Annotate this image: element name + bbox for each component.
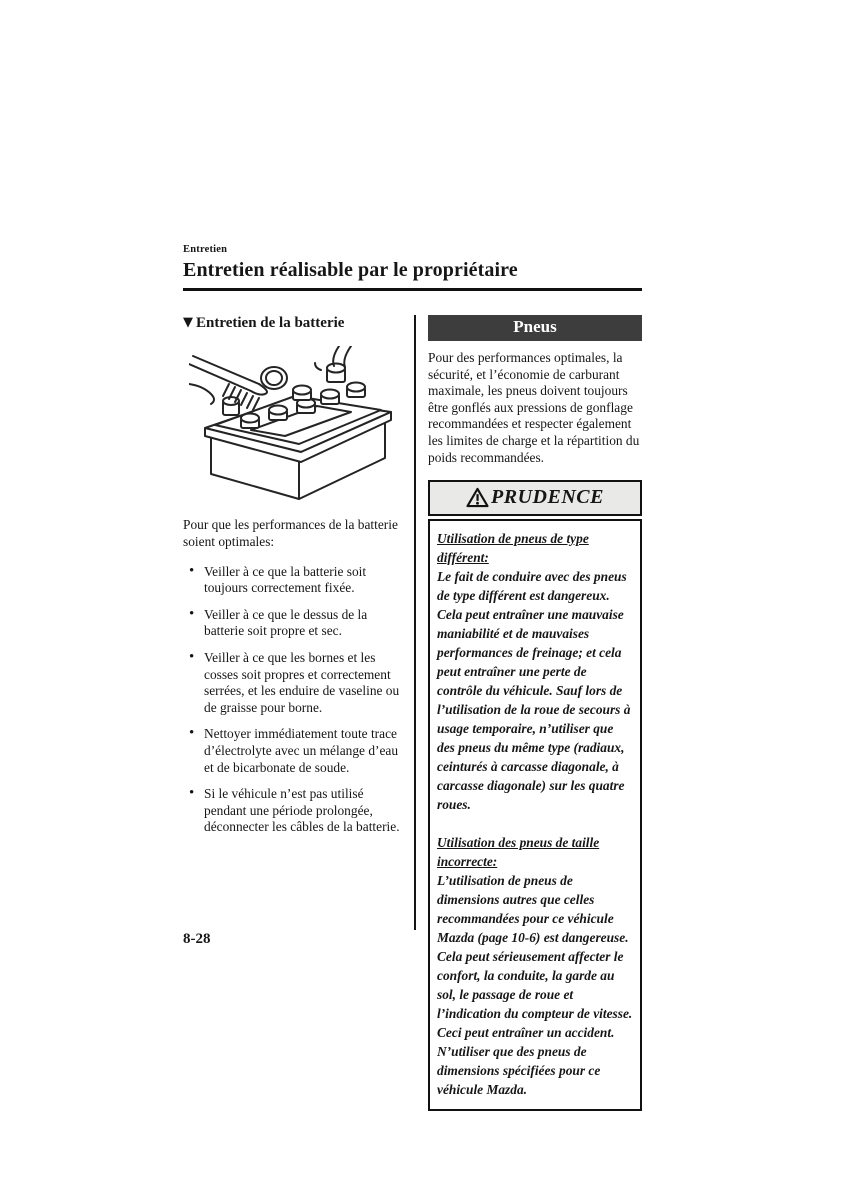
caution-section-body: L’utilisation de pneus de dimensions autres que celles recommandées pour ce véhicule Mazda (page 10-6) est dangereuse. Cela peut sérieusement affecter le confort, la conduite, la garde au sol, le passage de roue et l’indication du compteur de vitesse. Ceci peut entraîner un accident. N’utiliser que des pneus de dimensions spécifiées pour ce véhicule Mazda. [437, 872, 633, 1097]
caution-header [428, 480, 642, 516]
battery-section-title: Entretien de la batterie [196, 315, 345, 331]
tires-section-bar: Pneus [428, 315, 642, 341]
battery-bullet-item: • Veiller à ce que la batterie soit toujours correctement fixée. [183, 564, 400, 597]
column-divider [414, 315, 416, 930]
battery-bullet-item: • Veiller à ce que les bornes et les cosses soit propres et correctement serrées, et les enduire de vaseline ou de graisse pour borne. [183, 650, 400, 716]
left-column [183, 315, 400, 1111]
caution-section [437, 529, 633, 814]
battery-bullet-list [183, 564, 400, 836]
caution-box [428, 480, 642, 1111]
caution-section-body: Le fait de conduire avec des pneus de type différent est dangereux. Cela peut entraîner une mauvaise maniabilité et de mauvaises performances de freinage; et cela peut entraîner une perte de contrôle du véhicule. Sauf lors de l’utilisation de la roue de secours à usage temporaire, n’utiliser que des pneus du même type (radiaux, ceinturés à carcasse diagonale, à carcasse diagonale) sur les quatre roues. [437, 568, 631, 812]
warning-triangle-icon [466, 487, 489, 508]
caution-section [437, 833, 633, 1099]
battery-section-heading [183, 315, 400, 332]
caution-section-heading: Utilisation des pneus de taille incorrecte: [437, 834, 600, 869]
triangle-marker-icon: ▼ [183, 315, 193, 330]
battery-bullet-item: • Nettoyer immédiatement toute trace d’électrolyte avec un mélange d’eau et de bicarbonate de soude. [183, 726, 400, 776]
battery-intro-text: Pour que les performances de la batterie soient optimales: [183, 517, 398, 549]
caution-label: PRUDENCE [491, 485, 604, 508]
page-content [183, 244, 642, 1111]
battery-cleaning-illustration [189, 346, 395, 504]
page-number: 8-28 [183, 931, 211, 947]
page-title: Entretien réalisable par le propriétaire [183, 259, 518, 281]
battery-bullet-item: • Si le véhicule n’est pas utilisé pendant une période prolongée, déconnecter les câbles de la batterie. [183, 786, 400, 836]
title-rule [183, 288, 642, 291]
right-column [428, 315, 642, 1111]
breadcrumb: Entretien [183, 244, 228, 255]
battery-bullet-item: • Veiller à ce que le dessus de la batterie soit propre et sec. [183, 607, 400, 640]
caution-section-heading: Utilisation de pneus de type différent: [437, 530, 589, 565]
tires-intro-text: Pour des performances optimales, la sécurité, et l’économie de carburant maximale, les pneus doivent toujours être gonflés aux pressions de gonflage recommandées et respecter également les limites de charge et la répartition du poids recommandées. [428, 350, 640, 465]
two-column-layout [183, 315, 642, 1111]
caution-body [428, 519, 642, 1111]
battery-right-terminal [315, 363, 345, 382]
